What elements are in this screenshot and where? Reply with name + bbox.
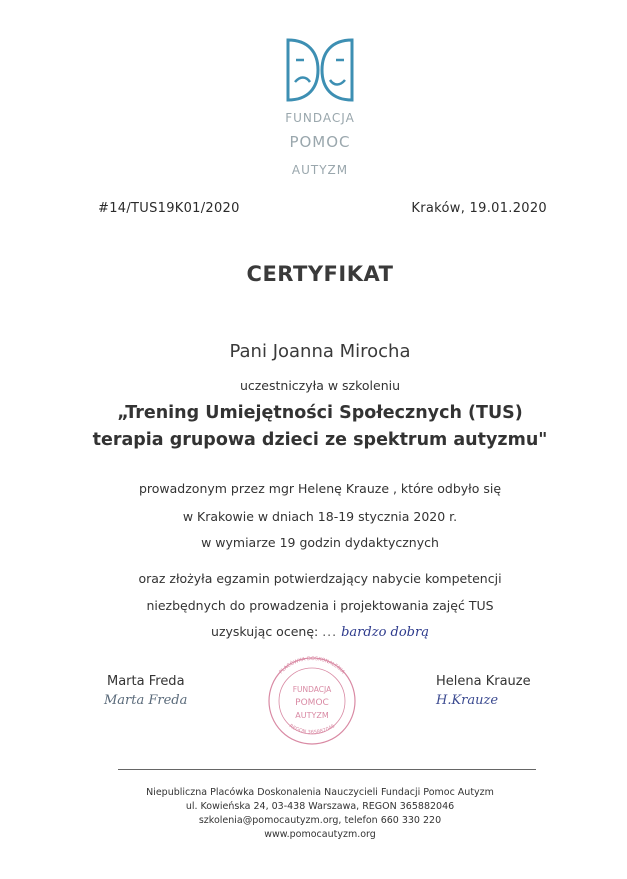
svg-text:PLACÓWKA DOSKONALENIA	[278, 656, 346, 676]
certificate-number: #14/TUS19K01/2020	[98, 201, 240, 216]
svg-text:REGON 365882046	[288, 723, 336, 735]
exam-text-line2: niezbędnych do prowadzenia i projektowania zajęć TUS	[146, 598, 494, 613]
signer-right-signature: H.Krauze	[436, 693, 499, 708]
stamp-top-arc: PLACÓWKA DOSKONALENIA	[278, 655, 346, 676]
course-title-line2: terapia grupowa dzieci ze spektrum autyzmu"	[92, 430, 548, 450]
footer-website: www.pomocautyzm.org	[264, 829, 376, 840]
grade-value: bardzo dobrą	[341, 625, 429, 640]
signer-left-name: Marta Freda	[107, 674, 185, 689]
footer-line1: Niepubliczna Placówka Doskonalenia Nauczycieli Fundacji Pomoc Autyzm	[146, 787, 494, 798]
course-title-line1: „Trening Umiejętności Społecznych (TUS)	[117, 403, 523, 423]
org-name-line1: FUNDACJA	[285, 111, 355, 125]
org-name-line2: POMOC	[289, 133, 351, 151]
footer-line2: ul. Kowieńska 24, 03-438 Warszawa, REGON 365882046	[185, 801, 455, 812]
grade-line	[0, 624, 627, 640]
footer-divider	[118, 769, 536, 770]
stamp-line2: POMOC	[295, 698, 329, 708]
grade-dots: ...	[322, 624, 338, 639]
participated-text: uczestniczyła w szkoleniu	[239, 378, 401, 393]
stamp-bottom-arc: REGON 365882046	[287, 723, 337, 736]
signer-right-name: Helena Krauze	[436, 674, 531, 689]
certificate-title: CERTYFIKAT	[246, 262, 394, 286]
institution-stamp	[259, 655, 365, 745]
recipient-name: Pani Joanna Mirocha	[229, 341, 411, 362]
place-and-date: Kraków, 19.01.2020	[411, 201, 547, 216]
city-dates-text: w Krakowie w dniach 18-19 stycznia 2020 r.	[182, 509, 458, 524]
org-name-line3: AUTYZM	[291, 163, 349, 177]
stamp-line1: FUNDACJA	[292, 685, 332, 694]
footer-line3: szkolenia@pomocautyzm.org, telefon 660 330 220	[198, 815, 442, 826]
foundation-logo	[280, 36, 360, 106]
stamp-line3: AUTYZM	[295, 711, 329, 720]
grade-label: uzyskując ocenę:	[211, 624, 319, 639]
hours-text: w wymiarze 19 godzin dydaktycznych	[201, 535, 439, 550]
led-by-text: prowadzonym przez mgr Helenę Krauze , które odbyło się	[138, 481, 502, 496]
signer-left-signature: Marta Freda	[104, 693, 188, 708]
exam-text-line1: oraz złożyła egzamin potwierdzający nabycie kompetencji	[138, 571, 502, 586]
